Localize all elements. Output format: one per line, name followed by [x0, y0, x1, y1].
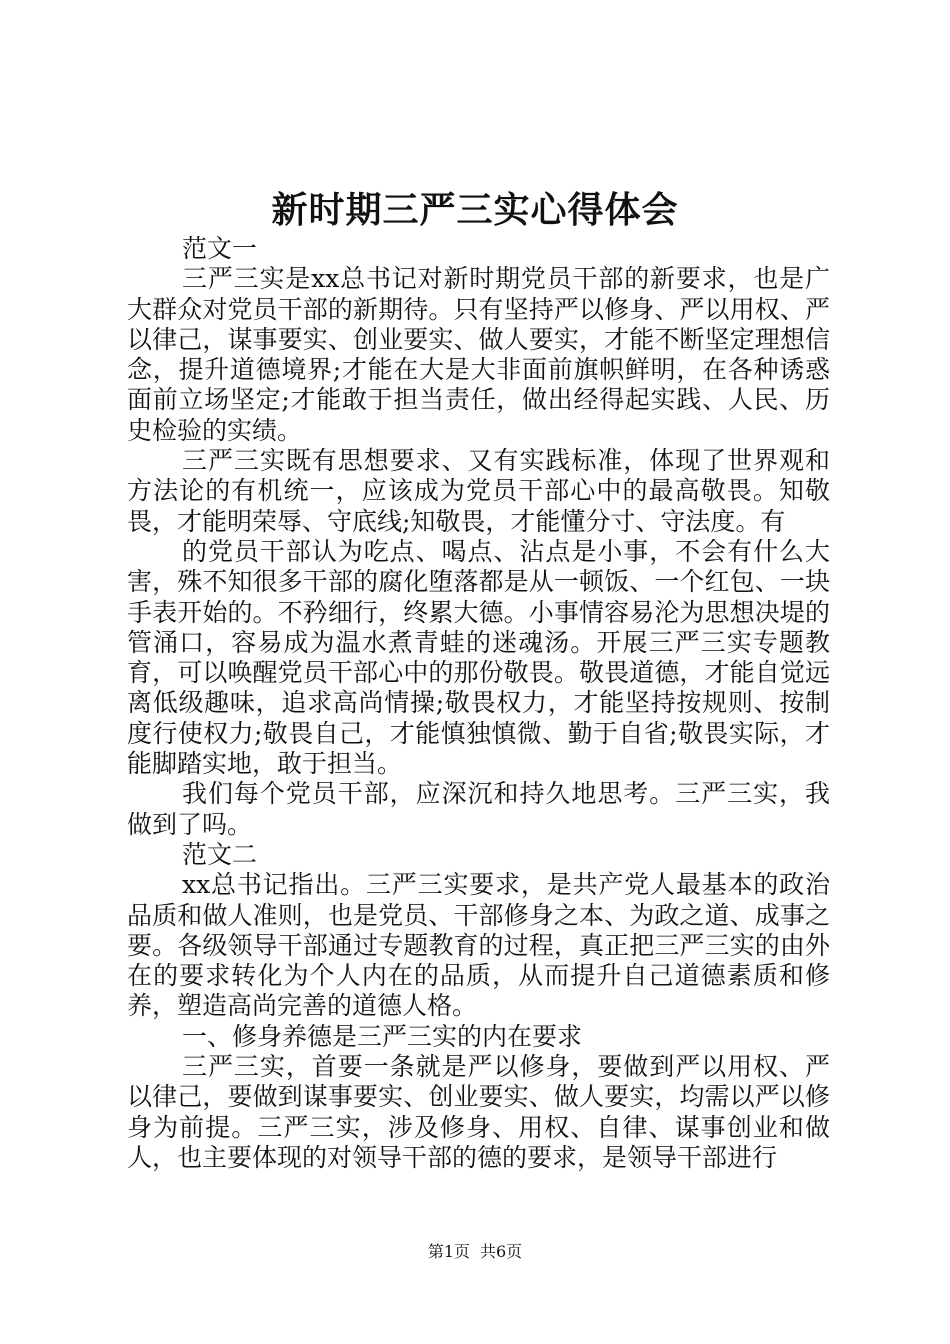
page-total: 共6页 [480, 1242, 523, 1261]
page-number: 第1页 [427, 1242, 470, 1261]
paragraph-heading: 范文二 [182, 839, 258, 869]
paragraph: 三严三实既有思想要求、又有实践标准，体现了世界观和方法论的有机统一，应该成为党员干部心中的最高敬畏。知敬畏，才能明荣辱、守底线;知敬畏，才能懂分寸、守法度。有 [127, 446, 830, 536]
document-title: 新时期三严三实心得体会 [271, 189, 679, 231]
paragraph-heading: 范文一 [182, 234, 258, 263]
paragraph: 的党员干部认为吃点、喝点、沾点是小事，不会有什么大害，殊不知很多干部的腐化堕落都是从一顿饭、一个红包、一块手表开始的。不矜细行，终累大德。小事情容易沦为思想决堤的管涌口，容易成为温水煮青蛙的迷魂汤。开展三严三实专题教育，可以唤醒党员干部心中的那份敬畏。敬畏道德，才能自觉远离低级趣味，追求高尚情操;敬畏权力，才能坚持按规则、按制度行使权力;敬畏自己，才能慎独慎微、勤于自省;敬畏实际，才能脚踏实地，敢于担当。 [127, 536, 830, 779]
paragraph: 三严三实是xx总书记对新时期党员干部的新要求，也是广大群众对党员干部的新期待。只有坚持严以修身、严以用权、严以律己，谋事要实、创业要实、做人要实，才能不断坚定理想信念，提升道德境界;才能在大是大非面前旗帜鲜明，在各种诱惑面前立场坚定;才能敢于担当责任，做出经得起实践、人民、历史检验的实绩。 [127, 264, 830, 445]
section-heading: 一、修身养德是三严三实的内在要求 [182, 1021, 583, 1051]
paragraph: xx总书记指出。三严三实要求，是共产党人最基本的政治品质和做人准则，也是党员、干部修身之本、为政之道、成事之要。各级领导干部通过专题教育的过程，真正把三严三实的由外在的要求转化为个人内在的品质，从而提升自己道德素质和修养，塑造高尚完善的道德人格。 [127, 870, 830, 1021]
paragraph: 我们每个党员干部，应深沉和持久地思考。三严三实，我做到了吗。 [127, 779, 830, 839]
paragraph: 三严三实，首要一条就是严以修身，要做到严以用权、严以律己，要做到谋事要实、创业要实、做人要实，均需以严以修身为前提。三严三实，涉及修身、用权、自律、谋事创业和做人，也主要体现的对领导干部的德的要求，是领导干部进行 [127, 1052, 830, 1172]
page-footer [0, 1242, 950, 1262]
document-body [127, 234, 830, 1173]
